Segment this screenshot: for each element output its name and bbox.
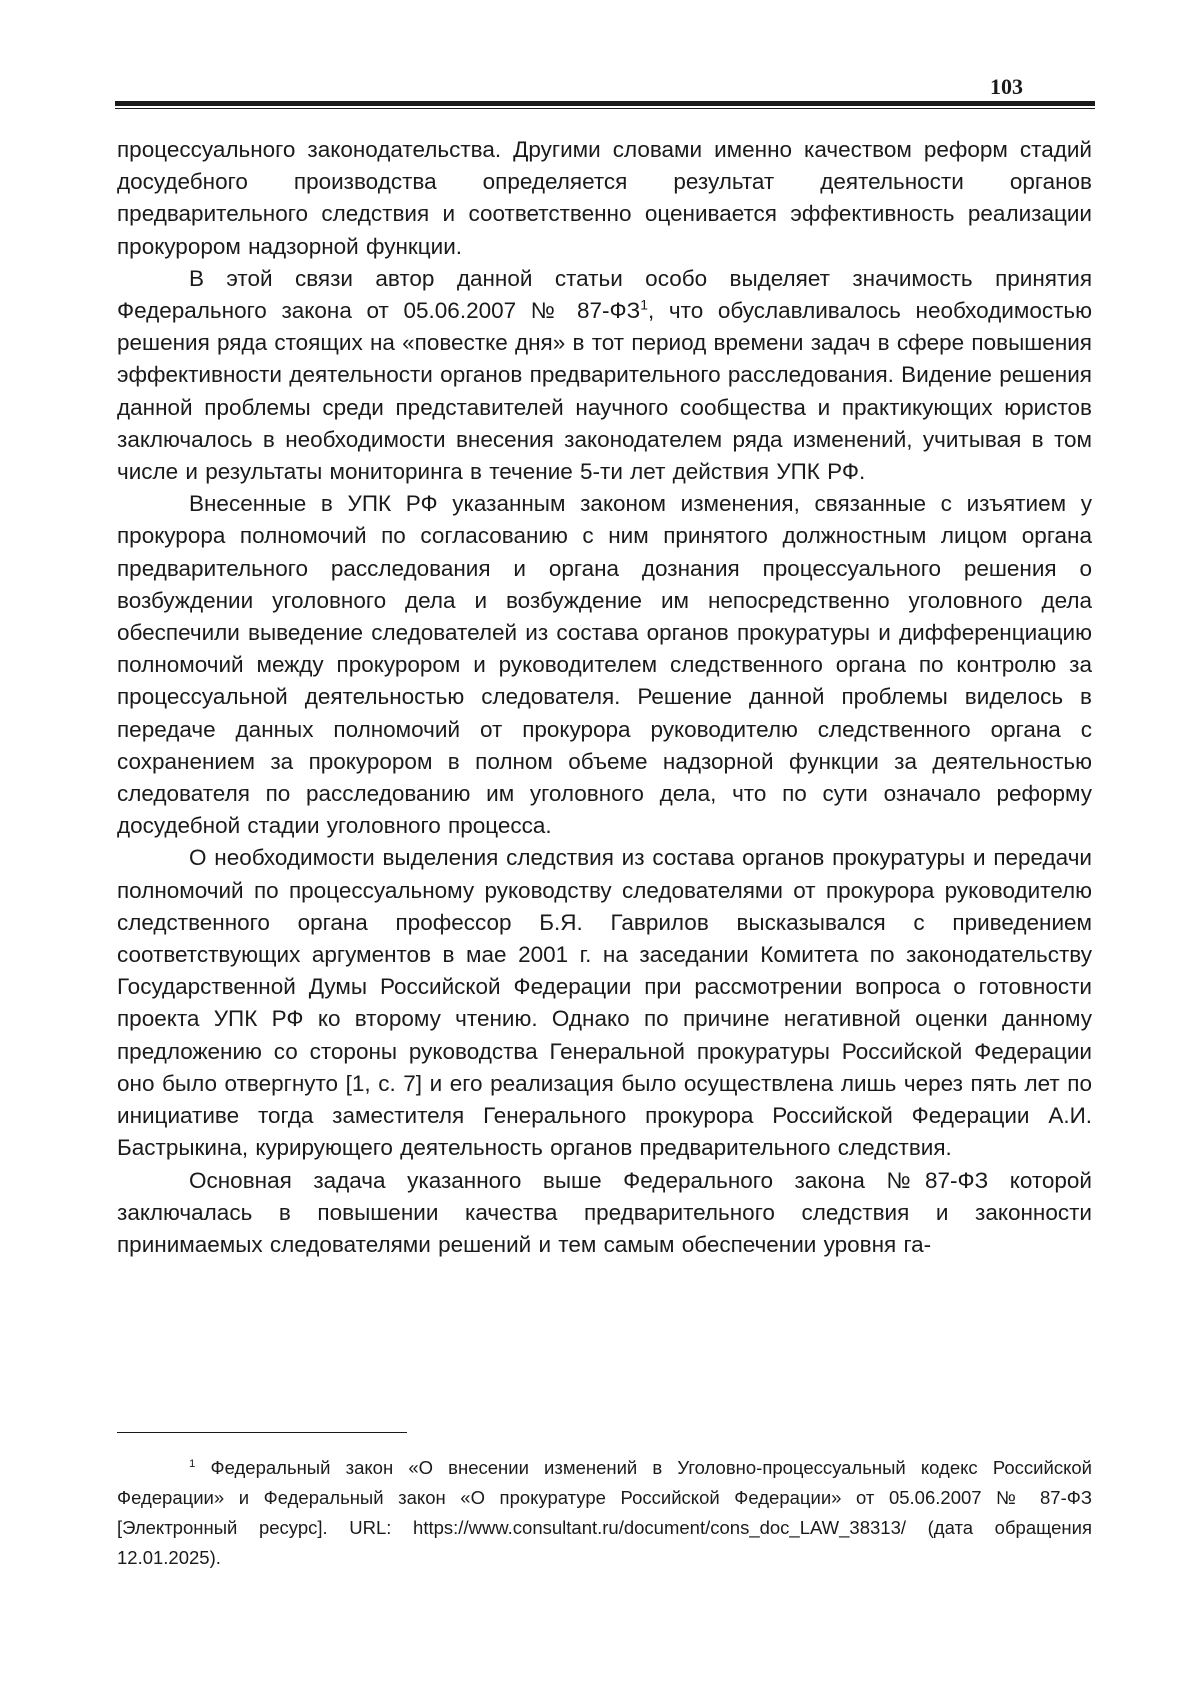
footnote-text: Федеральный закон «О внесении изменений в Уголовно-процессуальный кодекс Российской Федерации» и Федеральный закон «О прокуратуре Российской Федерации» от 05.06.2007 № 87-ФЗ [Электронный ресурс]. URL: https://www.consultant.ru/document/cons_doc_LAW_38313/ (дата обращения 12.01.2025). xyxy=(117,1457,1092,1568)
paragraph-1: процессуального законодательства. Другими словами именно качеством реформ стадий досудебного производства определяется результат деятельности органов предварительного следствия и соответственно оценивается эффективность реализации прокурором надзорной функции. xyxy=(117,137,1092,259)
paragraph-3: Внесенные в УПК РФ указанным законом изменения, связанные с изъятием у прокурора полномочий по согласованию с ним принятого должностным лицом органа предварительного расследования и органа дознания процессуального решения о возбуждении уголовного дела и возбуждение им непосредственно уголовного дела обеспечили выведение следователей из состава органов прокуратуры и дифференциацию полномочий между прокурором и руководителем следственного органа по контролю за процессуальной деятельностью следователя. Решение данной проблемы виделось в передаче данных полномочий от прокурора руководителю следственного органа с сохранением за прокурором в полном объеме надзорной функции за деятельностью следователя по расследованию им уголовного дела, что по сути означало реформу досудебной стадии уголовного процесса. xyxy=(117,491,1092,839)
footnote xyxy=(117,1453,1092,1573)
header-rule-thin xyxy=(115,108,1095,109)
paragraph-2-text-a: В этой связи автор данной статьи особо выделяет значимость принятия Федерального закона от 05.06.2007 № 87-ФЗ xyxy=(117,265,1092,324)
footnote-separator xyxy=(117,1432,407,1433)
paragraph-5: Основная задача указанного выше Федерального закона №87-ФЗ которой заключалась в повышении качества предварительного следствия и законности принимаемых следователями решений и тем самым обеспечении уровня га- xyxy=(117,1167,1092,1257)
paragraph-2-text-b: , что обуславливалось необходимостью решения ряда стоящих на «повестке дня» в тот период времени задач в сфере повышения эффективности деятельности органов предварительного расследования. Видение решения данной проблемы среди представителей научного сообщества и практикующих юристов заключалось в необходимости внесения законодателем ряда изменений, учитывая в том числе и результаты мониторинга в течение 5-ти лет действия УПК РФ. xyxy=(117,298,1092,485)
body-text xyxy=(117,134,1092,1261)
footnote-ref[interactable]: 1 xyxy=(640,296,648,313)
footnote-marker: 1 xyxy=(189,1457,196,1470)
footnote-paragraph xyxy=(117,1453,1092,1573)
paragraph-4: О необходимости выделения следствия из состава органов прокуратуры и передачи полномочий по процессуальному руководству следователями от прокурора руководителю следственного органа профессор Б.Я. Гаврилов высказывался с приведением соответствующих аргументов в мае 2001 г. на заседании Комитета по законодательству Государственной Думы Российской Федерации при рассмотрении вопроса о готовности проекта УПК РФ ко второму чтению. Однако по причине негативной оценки данному предложению со стороны руководства Генеральной прокуратуры Российской Федерации оно было отвергнуто [1, с. 7] и его реализация было осуществлена лишь через пять лет по инициативе тогда заместителя Генерального прокурора Российской Федерации А.И. Бастрыкина, курирующего деятельность органов предварительного следствия. xyxy=(117,845,1092,1161)
header-rule-thick xyxy=(115,101,1095,106)
paragraph-2 xyxy=(117,263,1092,488)
page-number: 103 xyxy=(990,74,1023,99)
